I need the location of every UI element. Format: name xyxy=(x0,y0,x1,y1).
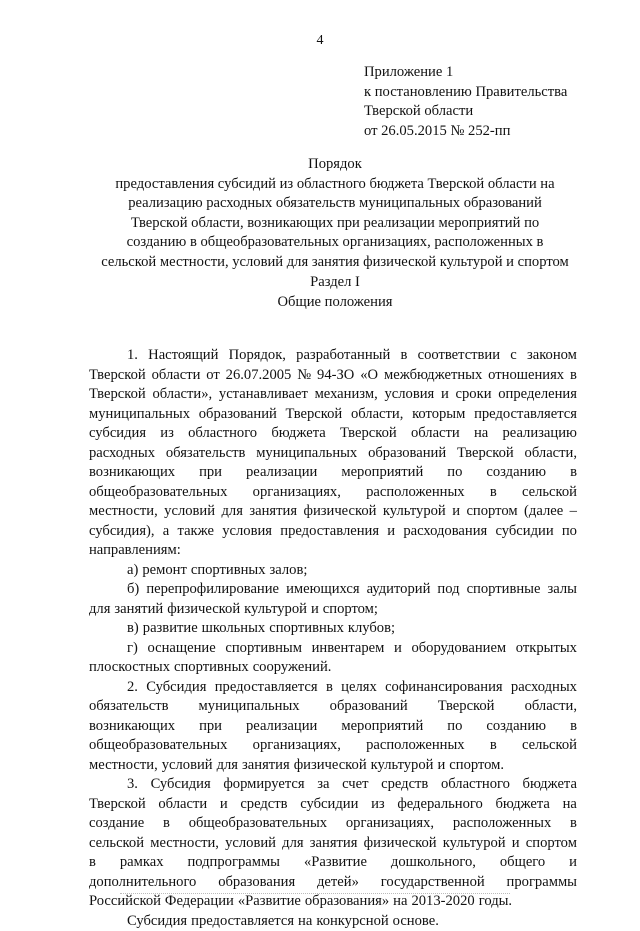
word: области xyxy=(158,795,207,815)
word: обязательств xyxy=(166,444,245,464)
paragraph-line xyxy=(89,580,577,600)
paragraph-line xyxy=(89,600,577,620)
word: Субсидия xyxy=(146,678,206,698)
word: перепрофилирование xyxy=(146,580,279,600)
word: ремонт xyxy=(142,561,187,581)
word: Субсидия xyxy=(151,775,211,795)
word: областного xyxy=(441,775,510,795)
word: оборудованием xyxy=(411,639,506,659)
word: муниципальных xyxy=(199,697,300,717)
paragraph-line xyxy=(89,873,577,893)
paragraph xyxy=(89,912,577,931)
word: Тверской xyxy=(89,795,146,815)
word: устанавливает xyxy=(219,385,308,405)
word: организациях, xyxy=(253,736,341,756)
word: общеобразовательных xyxy=(189,814,327,834)
word: занятий xyxy=(114,600,163,620)
paragraph-line xyxy=(89,697,577,717)
word: бюджета xyxy=(523,775,577,795)
document-body xyxy=(89,346,577,931)
title-line: Тверской области, возникающих при реализации мероприятий по xyxy=(95,214,575,234)
word: по xyxy=(447,717,462,737)
word: 1. xyxy=(127,346,138,366)
word: имеющихся xyxy=(286,580,360,600)
word: Федерации xyxy=(165,892,234,912)
word: рамках xyxy=(120,853,164,873)
word: культурой xyxy=(244,600,307,620)
word: а) xyxy=(127,561,138,581)
word: а xyxy=(163,522,169,542)
paragraph xyxy=(89,678,577,776)
paragraph-line xyxy=(89,483,577,503)
paragraph-line xyxy=(89,795,577,815)
word: Тверской xyxy=(286,405,343,425)
word: при xyxy=(199,463,222,483)
word: спортивных xyxy=(269,619,344,639)
word: области xyxy=(411,424,460,444)
word: обязательств xyxy=(89,697,168,717)
word: физической xyxy=(304,502,377,522)
word: механизм, xyxy=(315,385,378,405)
word: условий xyxy=(225,834,276,854)
word: 94-ЗО xyxy=(317,366,354,386)
word: культурой xyxy=(383,502,446,522)
word: законом xyxy=(527,346,577,366)
word: в xyxy=(570,814,577,834)
word: реализации xyxy=(246,717,317,737)
word: 26.07.2005 xyxy=(226,366,292,386)
word: формируется xyxy=(223,775,304,795)
word: «Развитие xyxy=(238,892,301,912)
word: предоставляется xyxy=(191,912,294,931)
section-heading xyxy=(95,273,575,312)
word: основе. xyxy=(393,912,439,931)
word: области, xyxy=(525,697,577,717)
word: конкурсной xyxy=(316,912,388,931)
word: оснащение xyxy=(147,639,215,659)
paragraph-line xyxy=(89,639,577,659)
word: для xyxy=(217,756,238,776)
paragraph-line xyxy=(89,561,577,581)
word: субсидия xyxy=(89,424,146,444)
word: аудиторий xyxy=(367,580,431,600)
word: программы xyxy=(507,873,577,893)
word: на xyxy=(298,912,312,931)
word: при xyxy=(199,717,222,737)
word: «О xyxy=(360,366,378,386)
word: в xyxy=(490,483,497,503)
word: Настоящий xyxy=(148,346,218,366)
section-number: Раздел I xyxy=(95,273,575,293)
word: образования» xyxy=(305,892,389,912)
word: Тверской xyxy=(457,444,514,464)
bottom-rule xyxy=(120,893,510,894)
word: счет xyxy=(342,775,368,795)
word: с xyxy=(510,346,516,366)
word: бюджета xyxy=(496,795,550,815)
word: школьных xyxy=(202,619,266,639)
appendix-line: к постановлению Правительства xyxy=(364,83,634,103)
paragraph-line xyxy=(89,912,577,931)
word: местности, xyxy=(150,834,219,854)
word: субсидии xyxy=(300,795,358,815)
title-line: созданию в общеобразовательных организациях, расположенных в xyxy=(95,233,575,253)
word: открытых xyxy=(516,639,577,659)
appendix-line: от 26.05.2015 № 252-пп xyxy=(364,122,634,142)
word: по xyxy=(562,522,577,542)
word: созданию xyxy=(486,717,546,737)
word: образований xyxy=(330,697,408,717)
word: возникающих xyxy=(89,463,175,483)
paragraph-line xyxy=(89,424,577,444)
word: сельской xyxy=(89,834,144,854)
paragraph-line xyxy=(89,736,577,756)
word: области», xyxy=(152,385,212,405)
word: под xyxy=(437,580,459,600)
word: софинансирования xyxy=(385,678,503,698)
word: в xyxy=(570,717,577,737)
word: созданию xyxy=(486,463,546,483)
appendix-line: Тверской области xyxy=(364,102,634,122)
word: области, xyxy=(525,444,577,464)
word: в xyxy=(570,366,577,386)
word: областного xyxy=(188,424,257,444)
word: образований xyxy=(199,405,277,425)
word: субсидии xyxy=(495,522,553,542)
word: целях xyxy=(341,678,377,698)
word: за xyxy=(317,775,329,795)
appendix-line: Приложение 1 xyxy=(364,63,634,83)
word: средств xyxy=(240,795,287,815)
word: в xyxy=(163,814,170,834)
word: и xyxy=(387,522,395,542)
word: для xyxy=(89,600,110,620)
word: годы. xyxy=(479,892,512,912)
word: физической xyxy=(167,600,240,620)
word: и xyxy=(441,385,449,405)
word: Российской xyxy=(89,892,161,912)
word: муниципальных xyxy=(256,444,357,464)
word: средств xyxy=(381,775,428,795)
word: физической xyxy=(364,834,437,854)
paragraph xyxy=(89,619,577,639)
word: «Развитие xyxy=(304,853,367,873)
word: мероприятий xyxy=(341,463,423,483)
appendix-block xyxy=(364,63,634,141)
word: дошкольного, xyxy=(391,853,476,873)
word: клубов; xyxy=(348,619,395,639)
paragraph-line xyxy=(89,502,577,522)
word: расходных xyxy=(511,678,577,698)
paragraph-line xyxy=(89,658,577,678)
document-title xyxy=(95,155,575,272)
word: организациях, xyxy=(253,483,341,503)
word: Тверской xyxy=(89,385,146,405)
word: бюджета xyxy=(271,424,325,444)
word: также xyxy=(178,522,215,542)
section-name: Общие положения xyxy=(95,293,575,313)
paragraph-line xyxy=(89,717,577,737)
word: спортом xyxy=(526,834,577,854)
paragraph-line xyxy=(89,366,577,386)
paragraph xyxy=(89,775,577,912)
word: занятия xyxy=(310,834,358,854)
paragraph-line xyxy=(89,346,577,366)
word: занятия xyxy=(242,756,290,776)
word: сроки xyxy=(456,385,492,405)
word: государственной xyxy=(381,873,485,893)
word: детей» xyxy=(317,873,359,893)
paragraph-line xyxy=(89,385,577,405)
word: занятия xyxy=(249,502,297,522)
word: культурой xyxy=(371,756,434,776)
word: расположенных xyxy=(366,483,464,503)
word: спортом; xyxy=(323,600,378,620)
word: условия xyxy=(222,522,272,542)
word: 3. xyxy=(127,775,138,795)
word: в) xyxy=(127,619,139,639)
paragraph xyxy=(89,639,577,678)
word: культурой xyxy=(443,834,506,854)
word: залов; xyxy=(270,561,308,581)
word: которым xyxy=(412,405,465,425)
word: федерального xyxy=(397,795,483,815)
word: сооружений. xyxy=(253,658,332,678)
paragraph-line xyxy=(89,405,577,425)
word: спортом. xyxy=(449,756,504,776)
word: муниципальных xyxy=(89,405,190,425)
word: спортивных xyxy=(174,658,249,678)
paragraph-line xyxy=(89,522,577,542)
word: (далее xyxy=(524,502,563,522)
word: местности, xyxy=(89,756,158,776)
paragraph-line xyxy=(89,678,577,698)
word: соответствии xyxy=(418,346,500,366)
word: сельской xyxy=(522,736,577,756)
word: местности, xyxy=(89,502,158,522)
word: и xyxy=(452,502,460,522)
word: условий xyxy=(164,502,215,522)
word: условий xyxy=(162,756,213,776)
word: для xyxy=(282,834,303,854)
word: Тверской xyxy=(438,697,495,717)
word: в xyxy=(570,463,577,483)
word: б) xyxy=(127,580,139,600)
word: общеобразовательных xyxy=(89,736,227,756)
page-number: 4 xyxy=(0,33,640,49)
paragraph-line xyxy=(89,619,577,639)
word: общеобразовательных xyxy=(89,483,227,503)
word: для xyxy=(222,502,243,522)
paragraph xyxy=(89,580,577,619)
word: на xyxy=(563,795,577,815)
word: из xyxy=(160,424,174,444)
word: Субсидия xyxy=(127,912,187,931)
word: и xyxy=(394,639,402,659)
word: области, xyxy=(351,405,403,425)
word: области xyxy=(152,366,201,386)
word: развитие xyxy=(143,619,198,639)
word: расположенных xyxy=(453,814,551,834)
word: мероприятий xyxy=(341,717,423,737)
word: реализацию xyxy=(503,424,577,444)
word: в xyxy=(490,736,497,756)
word: в xyxy=(326,678,333,698)
word: расходования xyxy=(403,522,487,542)
word: спортивные xyxy=(467,580,541,600)
word: плоскостных xyxy=(89,658,170,678)
paragraph-line xyxy=(89,892,577,912)
word: на xyxy=(474,424,488,444)
word: условия xyxy=(384,385,434,405)
paragraph-line xyxy=(89,775,577,795)
word: № xyxy=(297,366,311,386)
word: спортивным xyxy=(225,639,302,659)
paragraph-line xyxy=(89,853,577,873)
word: в xyxy=(89,853,96,873)
paragraph-line xyxy=(89,463,577,483)
word: расходных xyxy=(89,444,155,464)
word: в xyxy=(400,346,407,366)
paragraph xyxy=(89,346,577,561)
title-line: предоставления субсидий из областного бюджета Тверской области на xyxy=(95,175,575,195)
paragraph-line xyxy=(89,834,577,854)
word: и xyxy=(569,853,577,873)
word: Тверской xyxy=(89,366,146,386)
word: предоставляется xyxy=(474,405,577,425)
word: – xyxy=(570,502,577,522)
word: от xyxy=(206,366,219,386)
word: разработанный xyxy=(296,346,390,366)
word: Порядок, xyxy=(229,346,286,366)
paragraph-line xyxy=(89,814,577,834)
word: и xyxy=(311,600,319,620)
paragraph-line xyxy=(89,444,577,464)
word: дополнительного xyxy=(89,873,196,893)
word: предоставления xyxy=(280,522,379,542)
paragraph-line xyxy=(89,756,577,776)
word: и xyxy=(437,756,445,776)
word: межбюджетных xyxy=(384,366,482,386)
word: предоставляется xyxy=(215,678,318,698)
word: по xyxy=(447,463,462,483)
word: отношениях xyxy=(488,366,564,386)
word: возникающих xyxy=(89,717,175,737)
word: реализации xyxy=(246,463,317,483)
word: и xyxy=(512,834,520,854)
title-line: реализацию расходных обязательств муниципальных образований xyxy=(95,194,575,214)
word: общего xyxy=(500,853,545,873)
word: на xyxy=(393,892,407,912)
word: субсидия), xyxy=(89,522,155,542)
word: Тверской xyxy=(340,424,397,444)
word: спортом xyxy=(466,502,517,522)
word: 2013-2020 xyxy=(411,892,474,912)
word: и xyxy=(220,795,228,815)
paragraph-line xyxy=(89,541,577,561)
word: направлениям: xyxy=(89,541,181,561)
title-line: сельской местности, условий для занятия физической культурой и спортом xyxy=(95,253,575,273)
word: физической xyxy=(294,756,367,776)
word: образования xyxy=(218,873,295,893)
word: создание xyxy=(89,814,144,834)
word: образований xyxy=(368,444,446,464)
word: 2. xyxy=(127,678,138,698)
word: расположенных xyxy=(366,736,464,756)
title-line: Порядок xyxy=(95,155,575,175)
word: организациях, xyxy=(346,814,434,834)
word: сельской xyxy=(522,483,577,503)
word: из xyxy=(371,795,385,815)
word: г) xyxy=(127,639,138,659)
word: определения xyxy=(498,385,577,405)
paragraph xyxy=(89,561,577,581)
word: подпрограммы xyxy=(187,853,280,873)
word: инвентарем xyxy=(312,639,385,659)
word: залы xyxy=(547,580,576,600)
word: спортивных xyxy=(191,561,266,581)
